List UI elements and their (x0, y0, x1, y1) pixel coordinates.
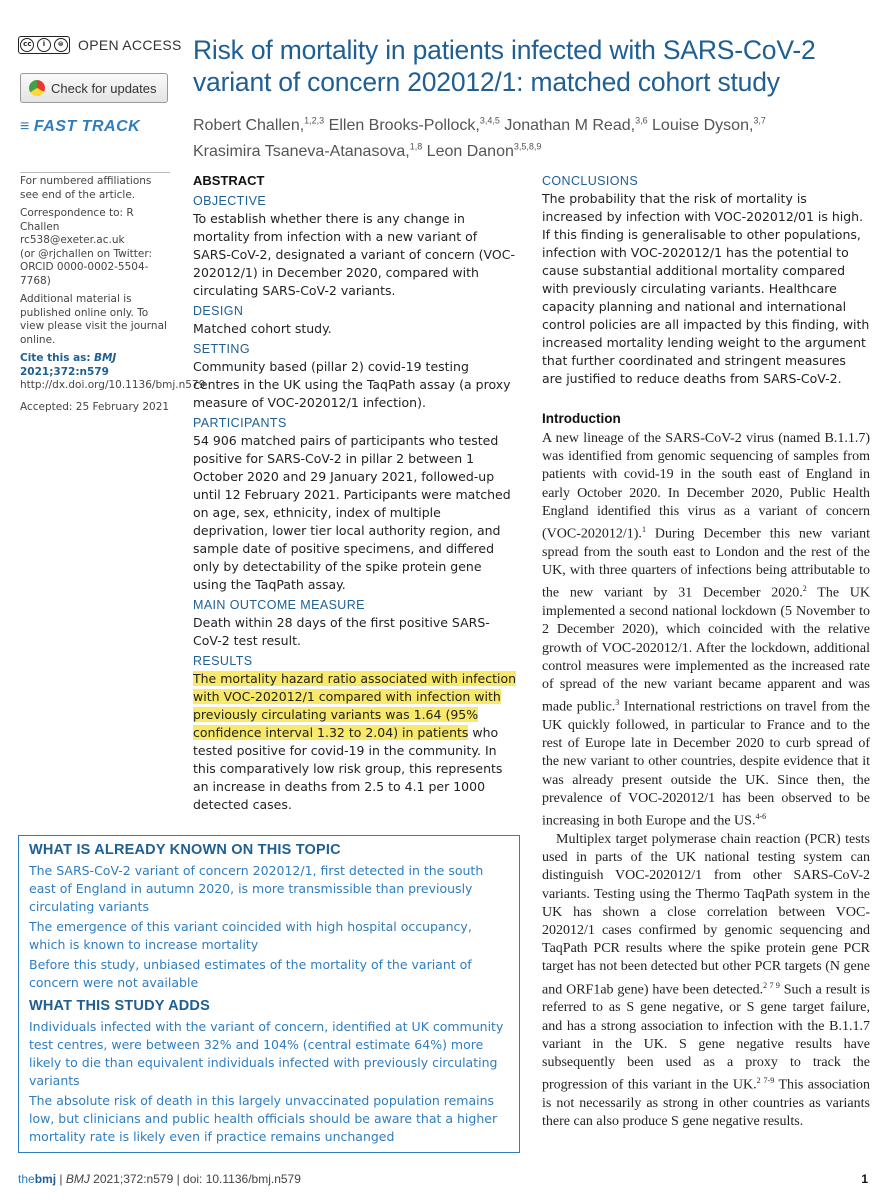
introduction-paragraph: Multiplex target polymerase chain reaction (PCR) tests used in parts of the UK national testing system can distinguish VOC-202012/1 from other SARS-CoV-2 variants. Testing using the Thermo TaqPath system in the UK has shown a close correlation between VOC-202012/1 cases confirmed by genomic sequencing and TaqPath PCR results where the spike protein gene PCR target has not been detected but other PCR targets (N gene and ORF1ab gene) have been detected.$^{2 7 9}$ Such a result is referred to as S gene negative, or S gene target failure, and has a strong association to infection with the B.1.1.7 variant in the UK. S gene negative results have subsequently been used as a proxy to track the progression of this variant in the UK.$^{2 7-9}$ This association is not necessarily as strong in other countries as variants there can also produce S gene negative results. (542, 831, 871, 1130)
author[interactable]: Robert Challen,$^{1,2,3}$ (193, 116, 325, 135)
reference-link[interactable]: 1 (641, 525, 646, 535)
results-highlight: The mortality hazard ratio associated with infection with VOC-202012/1 compared with infection with previously circulating variants was 1.64 (95% confidence interval 1.32 to 2.04) in patients (193, 671, 517, 740)
outcome-text: Death within 28 days of the first positive SARS-CoV-2 test result. (193, 615, 490, 648)
article-sidebar (20, 175, 206, 419)
accepted-date: Accepted: 25 February 2021 (20, 400, 170, 413)
article-title: Risk of mortality in patients infected with SARS-CoV-2 variant of concern 202012/1: matched cohort study (193, 35, 816, 97)
abstract (193, 172, 518, 816)
known-heading: WHAT IS ALREADY KNOWN ON THIS TOPIC (29, 842, 341, 858)
author[interactable]: Krasimira Tsaneva-Atanasova,$^{1,8}$ (193, 141, 423, 160)
summary-box (18, 835, 520, 1153)
adds-item: Individuals infected with the variant of concern, identified at UK community test centres, were between 32% and 104% (central estimate 64%) more likely to die than equivalent individuals infected with previously circulating variants (29, 1019, 504, 1088)
known-item: The emergence of this variant coincided with high hospital occupancy, which is known to increase mortality (29, 919, 472, 952)
doi-link[interactable]: http://dx.doi.org/10.1136/bmj.n579 (20, 379, 206, 391)
footer-citation: thebmj | BMJ 2021;372:n579 | doi: 10.1136/bmj.n579 (18, 1172, 301, 1186)
open-access-row (18, 36, 182, 54)
introduction-heading: Introduction (542, 411, 621, 426)
sidebar-divider (20, 172, 170, 173)
citation: Cite this as: BMJ 2021;372:n579 http://dx.doi.org/10.1136/bmj.n579 (20, 352, 206, 391)
author[interactable]: Louise Dyson,$^{3,7}$ (652, 116, 766, 135)
setting-text: Community based (pillar 2) covid-19 testing centres in the UK using the TaqPath assay (a proxy measure of VOC-202012/1 infection). (193, 359, 511, 410)
fast-track-label: ≡ FAST TRACK (20, 118, 141, 135)
participants-heading: PARTICIPANTS (193, 416, 287, 430)
author-list (193, 111, 843, 162)
reference-link[interactable]: 2 7-9 (756, 1076, 775, 1086)
conclusions-heading: CONCLUSIONS (542, 174, 639, 188)
open-access-label: OPEN ACCESS (78, 37, 182, 53)
reference-link[interactable]: 2 7 9 (763, 980, 780, 990)
setting-heading: SETTING (193, 342, 250, 356)
adds-item: The absolute risk of death in this largely unvaccinated population remains low, but clinicians and public health officials should be aware that a higher mortality rate is likely even if practice remains unchanged (29, 1093, 498, 1144)
additional-material-note: Additional material is published online only. To view please visit the journal online. (20, 293, 167, 346)
introduction-paragraph: A new lineage of the SARS-CoV-2 virus (named B.1.1.7) was identified from genomic sequencing of samples from patients with covid-19 in the south east of England in early October 2020. In December 2020, Public Health England identified this virus as a variant of concern (VOC-202012/1).$^1$ During December this new variant spread from the south east to London and the rest of the UK, with three quarters of infections being attributable to the new variant by 31 December 2020.$^2$ The UK implemented a second national lockdown (5 November to 2 December 2020), which coincided with the relative growth of VOC-202012/1. After the lockdown, additional control measures were implemented as the increased rate of spread of the new variant became apparent and was made public.$^3$ International restrictions on travel from the UK quickly followed, in particular to France and to the rest of Europe late in December 2020 to curb spread of the new variant to other countries, despite evidence that it was already present outside the UK. Since then, the prevalence of VOC-202012/1 has been observed to be increasing in both Europe and the US.$^{4-6}$ (542, 431, 870, 829)
results-heading: RESULTS (193, 654, 253, 668)
bmj-logo: the (18, 1172, 35, 1186)
abstract-heading: ABSTRACT (193, 173, 265, 188)
cc-license-icon: cc i ⊜ (18, 36, 70, 54)
page-footer (18, 1172, 868, 1186)
reference-link[interactable]: 2 (802, 584, 807, 594)
author[interactable]: Leon Danon$^{3,5,8,9}$ (426, 141, 542, 160)
correspondence: Correspondence to: R Challen rc538@exeter.ac.uk (or @rjchallen on Twitter: ORCID 0000-0002-5504-7768) (20, 207, 153, 287)
participants-text: 54 906 matched pairs of participants who tested positive for SARS-CoV-2 in pillar 2 between 1 October 2020 and 29 January 2021, followed-up until 12 February 2021. Participants were matched on age, sex, ethnicity, index of multiple deprivation, lower tier local authority region, and sample date of positive specimens, and differed only by detectability of the spike protein gene using the TaqPath assay. (193, 433, 511, 592)
affiliations-note: For numbered affiliations see end of the article. (20, 175, 152, 201)
page-number: 1 (861, 1172, 868, 1186)
objective-heading: OBJECTIVE (193, 194, 267, 208)
correspondence-email[interactable]: rc538@exeter.ac.uk (20, 234, 125, 246)
known-item: Before this study, unbiased estimates of the mortality of the variant of concern were not available (29, 957, 472, 990)
check-for-updates-label: Check for updates (51, 80, 157, 96)
fast-track-arrows-icon: ≡ (20, 118, 30, 135)
reference-link[interactable]: 3 (615, 698, 620, 708)
adds-heading: WHAT THIS STUDY ADDS (29, 998, 210, 1014)
reference-link[interactable]: 4-6 (755, 812, 767, 822)
right-column (542, 172, 870, 1131)
author[interactable]: Jonathan M Read,$^{3,6}$ (504, 116, 648, 135)
results-text: The mortality hazard ratio associated with infection with VOC-202012/1 compared with infection with previously circulating variants was 1.64 (95% confidence interval 1.32 to 2.04) in patients who tested positive for covid-19 in the community. In this comparatively low risk group, this represents an increase in deaths from 2.5 to 4.1 per 1000 detected cases. (193, 671, 517, 812)
check-for-updates-button[interactable] (20, 73, 168, 103)
conclusions-text: The probability that the risk of mortality is increased by infection with VOC-202012/01 is high. If this finding is generalisable to other populations, infection with VOC-202012/1 has the potential to cause substantial additional mortality compared with previously circulating variants. Healthcare capacity planning and national and international control policies are all impacted by this finding, with increased mortality lending weight to the argument that further coordinated and stringent measures are justified to reduce deaths from SARS-CoV-2. (542, 191, 870, 386)
outcome-heading: MAIN OUTCOME MEASURE (193, 598, 365, 612)
known-item: The SARS-CoV-2 variant of concern 202012/1, first detected in the south east of England in autumn 2020, is more transmissible than previously circulating variants (29, 863, 484, 914)
objective-text: To establish whether there is any change in mortality from infection with a new variant of SARS-CoV-2, designated a variant of concern (VOC-202012/1) in December 2020, compared with circulating SARS-CoV-2 variants. (193, 211, 515, 298)
author[interactable]: Ellen Brooks-Pollock,$^{3,4,5}$ (328, 116, 500, 135)
design-heading: DESIGN (193, 304, 244, 318)
crossmark-icon (29, 80, 45, 96)
design-text: Matched cohort study. (193, 321, 332, 336)
